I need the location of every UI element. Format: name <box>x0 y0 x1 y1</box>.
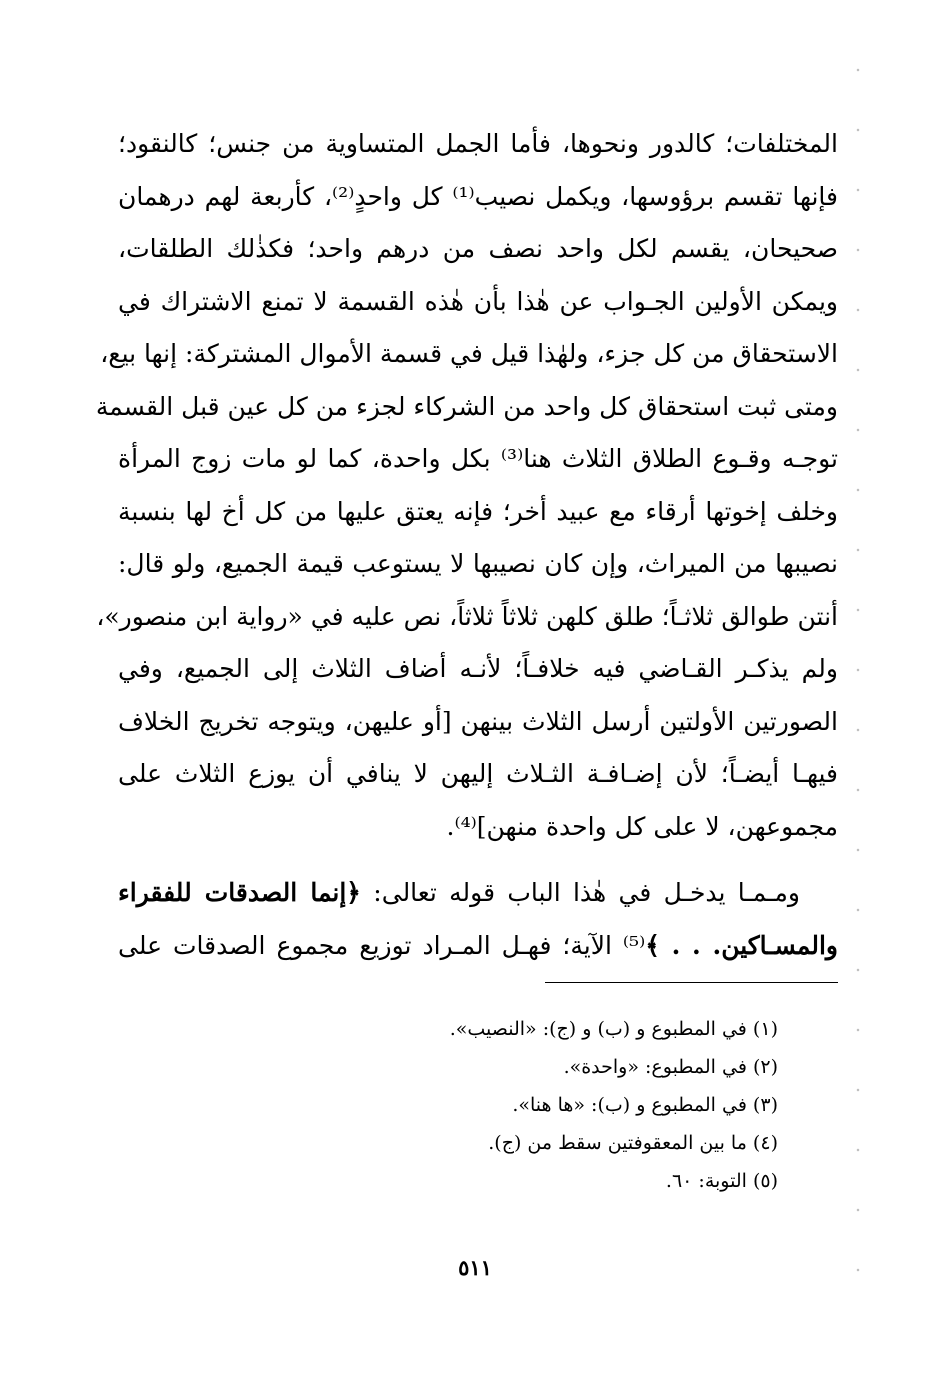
page-number: ٥١١ <box>458 1255 492 1280</box>
text-line: نصيبها من الميراث، وإن كان نصيبها لا يستوعب قيمة الجميع، ولو قال: <box>118 549 838 578</box>
text-line: أنتن طوالق ثلاثـاً؛ طلق كلهن ثلاثاً ثلاثاً، نص عليه في «رواية ابن منصور»، <box>96 601 838 631</box>
verse-intro: ومـمـا يدخـل في هٰذا الباب قوله تعالى: <box>360 878 800 907</box>
footnotes <box>300 1010 778 1200</box>
margin-dotted-line <box>856 40 860 1320</box>
text-line: الاستحقاق من كل جزء، ولهٰذا قيل في قسمة الأموال المشتركة: إنها بيع، <box>100 339 838 368</box>
text-line: مجموعهن، لا على كل واحدة منهن]⁽⁴⁾. <box>446 811 838 841</box>
text-line: توجـه وقـوع الطلاق الثلاث هنا⁽³⁾ بكل واحدة، كما لو مات زوج المرأة <box>118 444 839 473</box>
quran-quote: ﴿إنما الصدقات للفقراء <box>118 878 361 907</box>
text-line: المختلفات؛ كالدور ونحوها، فأما الجمل المتساوية من جنس؛ كالنقود؛ <box>118 129 838 158</box>
verse-continuation: ⁽⁵⁾ الآية؛ فهـل المـراد توزيع مجموع الصدقات على <box>118 930 646 960</box>
text-line: ويمكن الأولين الجـواب عن هٰذا بأن هٰذه القسمة لا تمنع الاشتراك في <box>118 286 838 316</box>
main-text <box>95 118 839 972</box>
text-line: فيهـا أيضـاً؛ لأن إضـافـة الثـلاث إليهن لا ينافي أن يوزع الثلاث على <box>118 759 838 788</box>
paragraph-1 <box>95 118 839 853</box>
text-line: الصورتين الأولتين أرسل الثلاث بينهن [أو عليهن، ويتوجه تخريج الخلاف <box>118 706 838 736</box>
footnote: (٣) في المطبوع و (ب): «ها هنا». <box>512 1094 778 1116</box>
footnote: (٥) التوبة: ٦٠. <box>665 1170 778 1192</box>
text-line: ومتى ثبت استحقاق كل واحد من الشركاء لجزء من كل عين قبل القسمة <box>95 391 838 421</box>
footnote: (٢) في المطبوع: «واحدة». <box>563 1056 778 1078</box>
footnote: (٤) ما بين المعقوفتين سقط من (ج). <box>488 1132 778 1154</box>
text-line: فإنها تقسم برؤوسها، ويكمل نصيب⁽¹⁾ كل واحدٍ⁽²⁾، كأربعة لهم درهمان <box>118 181 838 211</box>
text-line: وخلف إخوتها أرقاء مع عبيد أخر؛ فإنه يعتق عليها من كل أخ لها بنسبة <box>118 496 838 526</box>
footnote-divider <box>545 982 838 983</box>
paragraph-2 <box>118 867 838 972</box>
text-line <box>118 920 838 973</box>
footnote: (١) في المطبوع و (ب) و (ج): «النصيب». <box>449 1018 778 1040</box>
quran-quote: والمسـاكين. . . ﴾ <box>645 930 838 960</box>
text-line <box>118 867 838 920</box>
text-line: صحيحان، يقسم لكل واحد نصف من درهم واحد؛ فكذٰلك الطلقات، <box>118 234 838 263</box>
text-line: ولم يذكـر القـاضي فيه خلافـاً؛ لأنـه أضاف الثلاث إلى الجميع، وفي <box>118 654 838 683</box>
